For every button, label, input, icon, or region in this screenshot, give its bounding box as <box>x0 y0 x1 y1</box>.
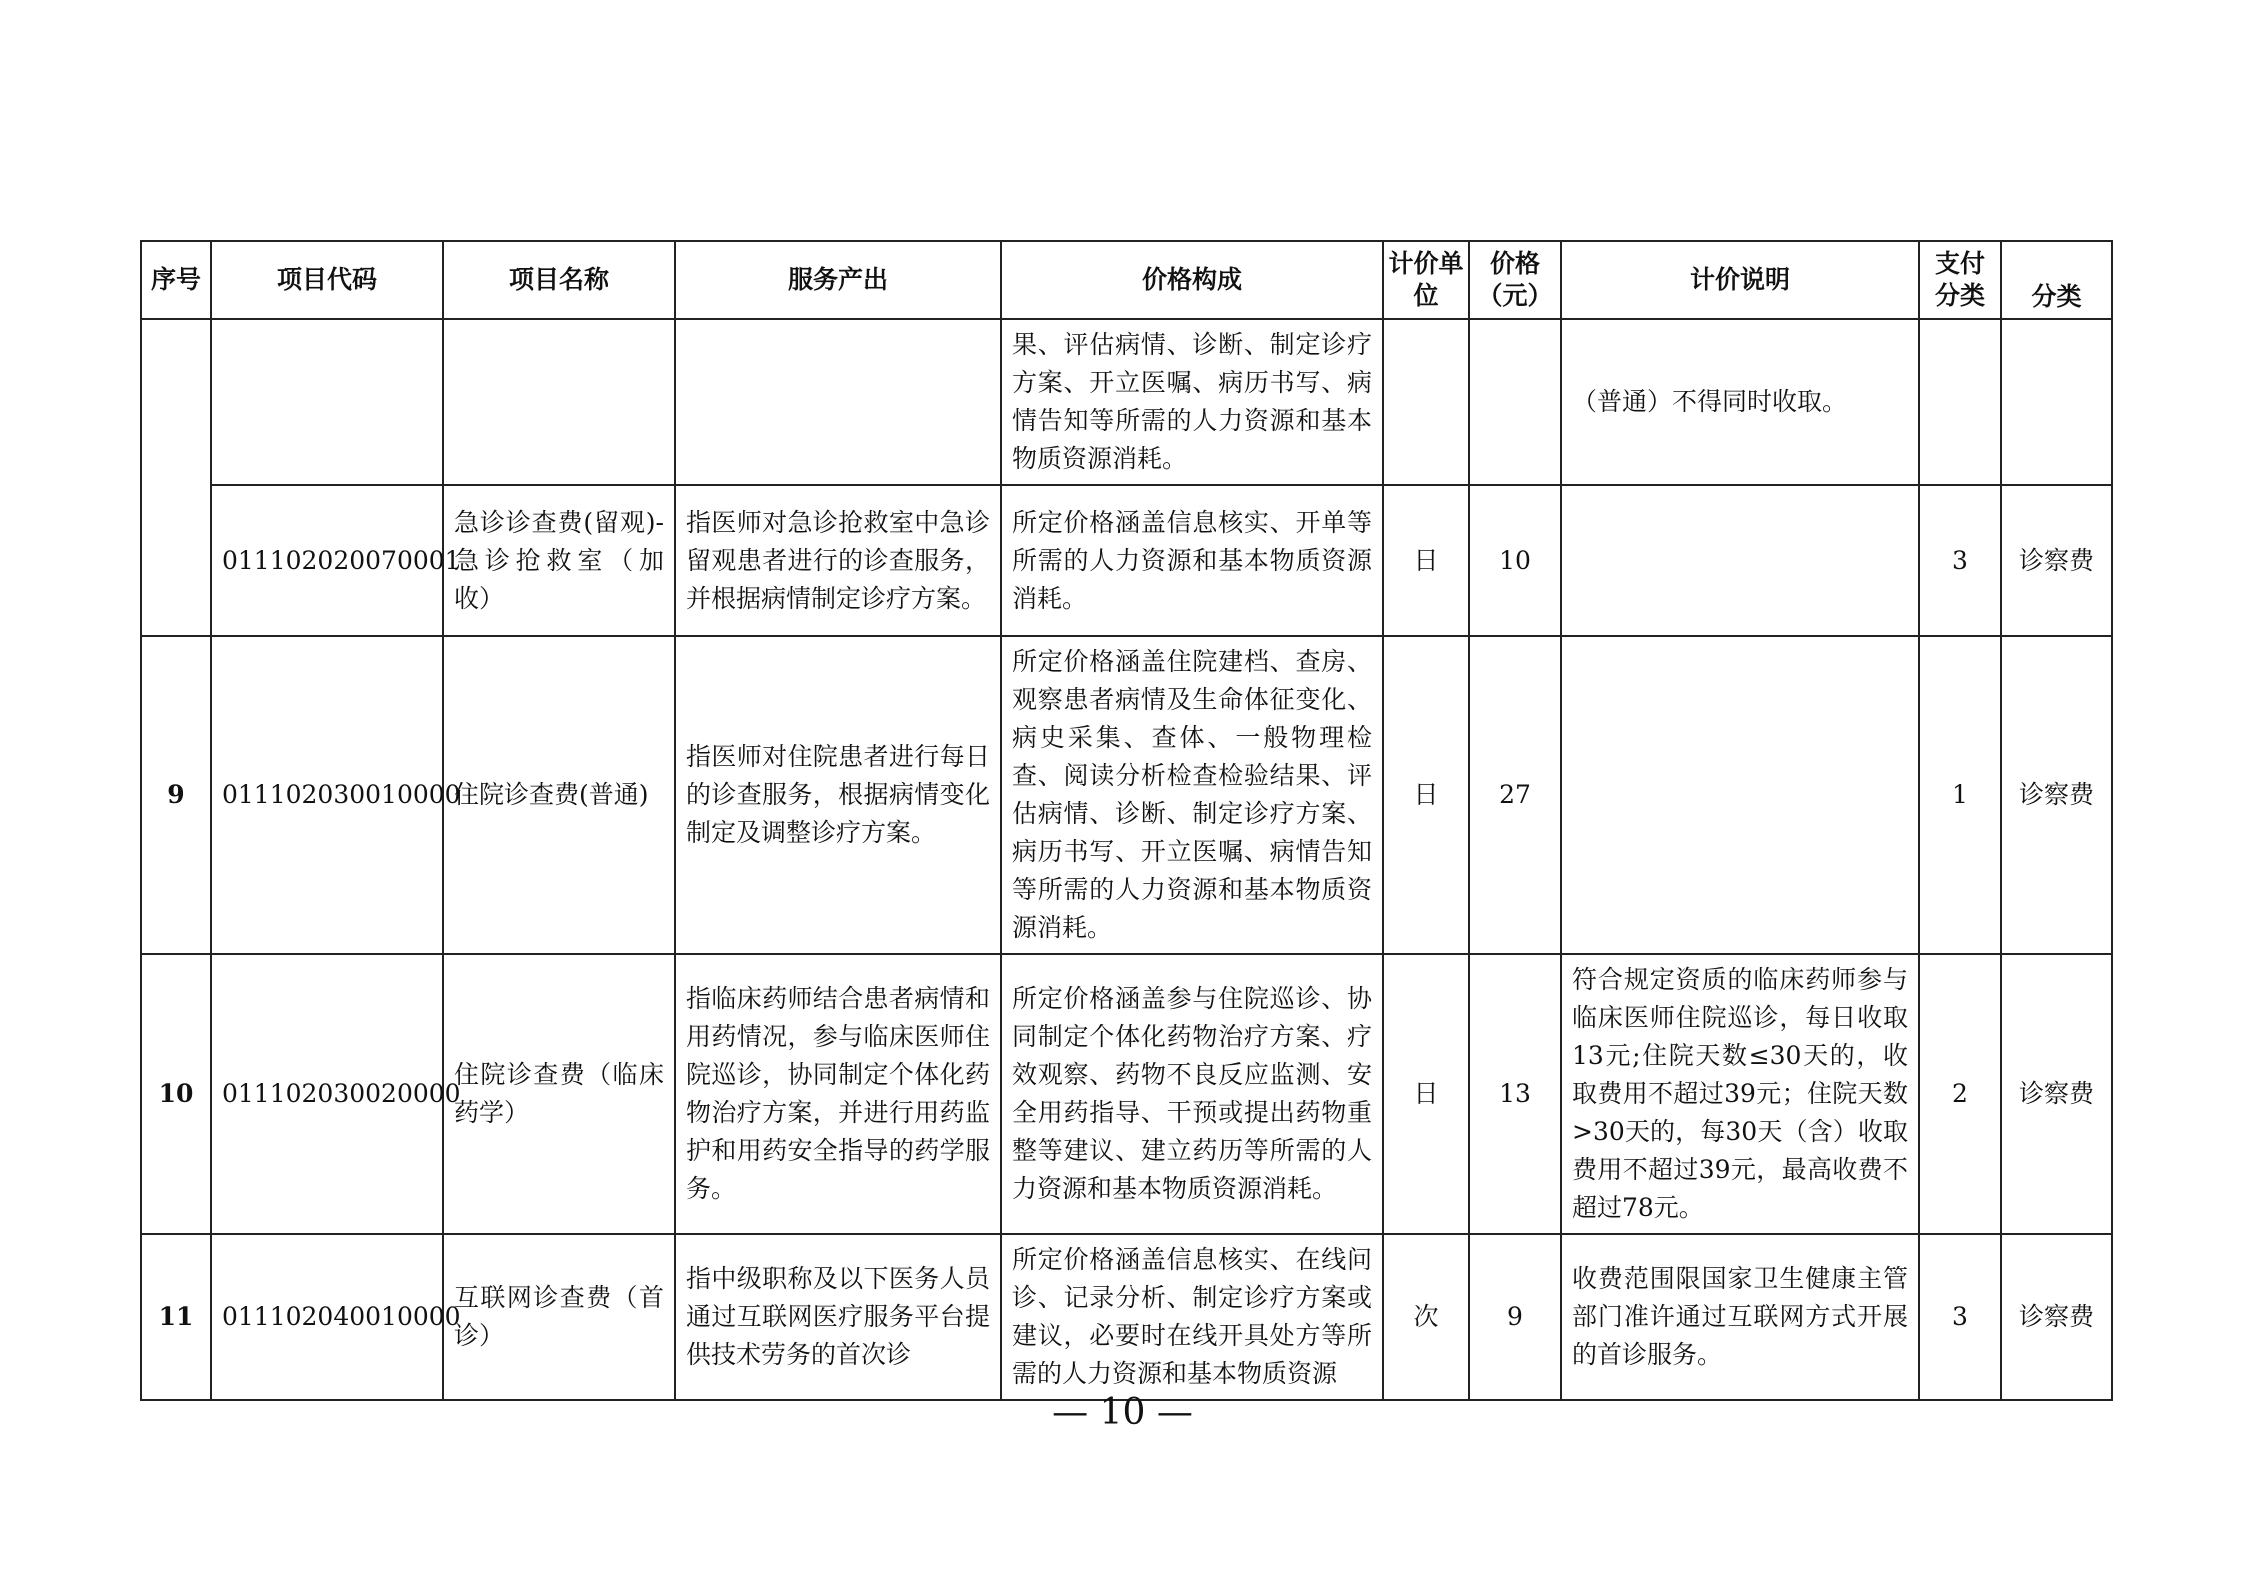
header-note: 计价说明 <box>1561 241 1919 319</box>
cell-unit: 日 <box>1383 636 1469 954</box>
cell-composition: 果、评估病情、诊断、制定诊疗方案、开立医嘱、病历书写、病情告知等所需的人力资源和基本物质资源消耗。 <box>1001 319 1383 485</box>
cell-note: （普通）不得同时收取。 <box>1561 319 1919 485</box>
cell-pay: 2 <box>1919 954 2001 1234</box>
table-row <box>141 485 2112 636</box>
cell-name <box>443 319 675 485</box>
cell-name: 互联网诊查费（首诊） <box>443 1234 675 1400</box>
cell-composition: 所定价格涵盖信息核实、在线问诊、记录分析、制定诊疗方案或建议，必要时在线开具处方等所需的人力资源和基本物质资源 <box>1001 1234 1383 1400</box>
cell-seq: 11 <box>141 1234 211 1400</box>
cell-price: 13 <box>1469 954 1561 1234</box>
cell-unit: 日 <box>1383 485 1469 636</box>
cell-category: 诊察费 <box>2001 954 2112 1234</box>
cell-note: 收费范围限国家卫生健康主管部门准许通过互联网方式开展的首诊服务。 <box>1561 1234 1919 1400</box>
table-row <box>141 954 2112 1234</box>
cell-composition: 所定价格涵盖参与住院巡诊、协同制定个体化药物治疗方案、疗效观察、药物不良反应监测、安全用药指导、干预或提出药物重整等建议、建立药历等所需的人力资源和基本物质资源消耗。 <box>1001 954 1383 1234</box>
cell-note: 符合规定资质的临床药师参与临床医师住院巡诊，每日收取13元;住院天数≤30天的，收取费用不超过39元；住院天数>30天的，每30天（含）收取费用不超过39元，最高收费不超过78元。 <box>1561 954 1919 1234</box>
cell-code: 011102040010000 <box>211 1234 443 1400</box>
cell-pay: 3 <box>1919 485 2001 636</box>
cell-service: 指临床药师结合患者病情和用药情况，参与临床医师住院巡诊，协同制定个体化药物治疗方案，并进行用药监护和用药安全指导的药学服务。 <box>675 954 1001 1234</box>
cell-code <box>211 319 443 485</box>
header-pay: 支付分类 <box>1919 241 2001 319</box>
header-seq: 序号 <box>141 241 211 319</box>
pricing-table <box>140 240 2113 1401</box>
cell-composition: 所定价格涵盖信息核实、开单等所需的人力资源和基本物质资源消耗。 <box>1001 485 1383 636</box>
cell-name: 急诊诊查费(留观)-急诊抢救室（加收） <box>443 485 675 636</box>
cell-service: 指中级职称及以下医务人员通过互联网医疗服务平台提供技术劳务的首次诊 <box>675 1234 1001 1400</box>
cell-price <box>1469 319 1561 485</box>
cell-composition: 所定价格涵盖住院建档、查房、观察患者病情及生命体征变化、病史采集、查体、一般物理检查、阅读分析检查检验结果、评估病情、诊断、制定诊疗方案、病历书写、开立医嘱、病情告知等所需的人力资源和基本物质资源消耗。 <box>1001 636 1383 954</box>
cell-name: 住院诊查费(普通) <box>443 636 675 954</box>
cell-seq <box>141 319 211 636</box>
header-code: 项目代码 <box>211 241 443 319</box>
cell-note <box>1561 636 1919 954</box>
cell-price: 27 <box>1469 636 1561 954</box>
cell-unit: 日 <box>1383 954 1469 1234</box>
table-row <box>141 636 2112 954</box>
cell-pay <box>1919 319 2001 485</box>
cell-code: 011102030010000 <box>211 636 443 954</box>
page-number: — 10 — <box>1052 1392 1193 1433</box>
cell-category <box>2001 319 2112 485</box>
cell-category: 诊察费 <box>2001 636 2112 954</box>
header-composition: 价格构成 <box>1001 241 1383 319</box>
cell-unit <box>1383 319 1469 485</box>
header-row <box>141 241 2112 319</box>
cell-pay: 1 <box>1919 636 2001 954</box>
cell-code: 011102030020000 <box>211 954 443 1234</box>
cell-unit: 次 <box>1383 1234 1469 1400</box>
cell-price: 10 <box>1469 485 1561 636</box>
cell-price: 9 <box>1469 1234 1561 1400</box>
cell-seq: 9 <box>141 636 211 954</box>
cell-category: 诊察费 <box>2001 485 2112 636</box>
cell-name: 住院诊查费（临床药学） <box>443 954 675 1234</box>
header-price: 价格（元） <box>1469 241 1561 319</box>
cell-category: 诊察费 <box>2001 1234 2112 1400</box>
cell-service: 指医师对住院患者进行每日的诊查服务，根据病情变化制定及调整诊疗方案。 <box>675 636 1001 954</box>
header-unit: 计价单位 <box>1383 241 1469 319</box>
cell-note <box>1561 485 1919 636</box>
cell-pay: 3 <box>1919 1234 2001 1400</box>
table-row <box>141 319 2112 485</box>
cell-service <box>675 319 1001 485</box>
header-category: 分类 <box>2001 241 2112 319</box>
header-service: 服务产出 <box>675 241 1001 319</box>
table-row <box>141 1234 2112 1400</box>
header-name: 项目名称 <box>443 241 675 319</box>
cell-code: 011102020070001 <box>211 485 443 636</box>
cell-service: 指医师对急诊抢救室中急诊留观患者进行的诊查服务，并根据病情制定诊疗方案。 <box>675 485 1001 636</box>
cell-seq: 10 <box>141 954 211 1234</box>
